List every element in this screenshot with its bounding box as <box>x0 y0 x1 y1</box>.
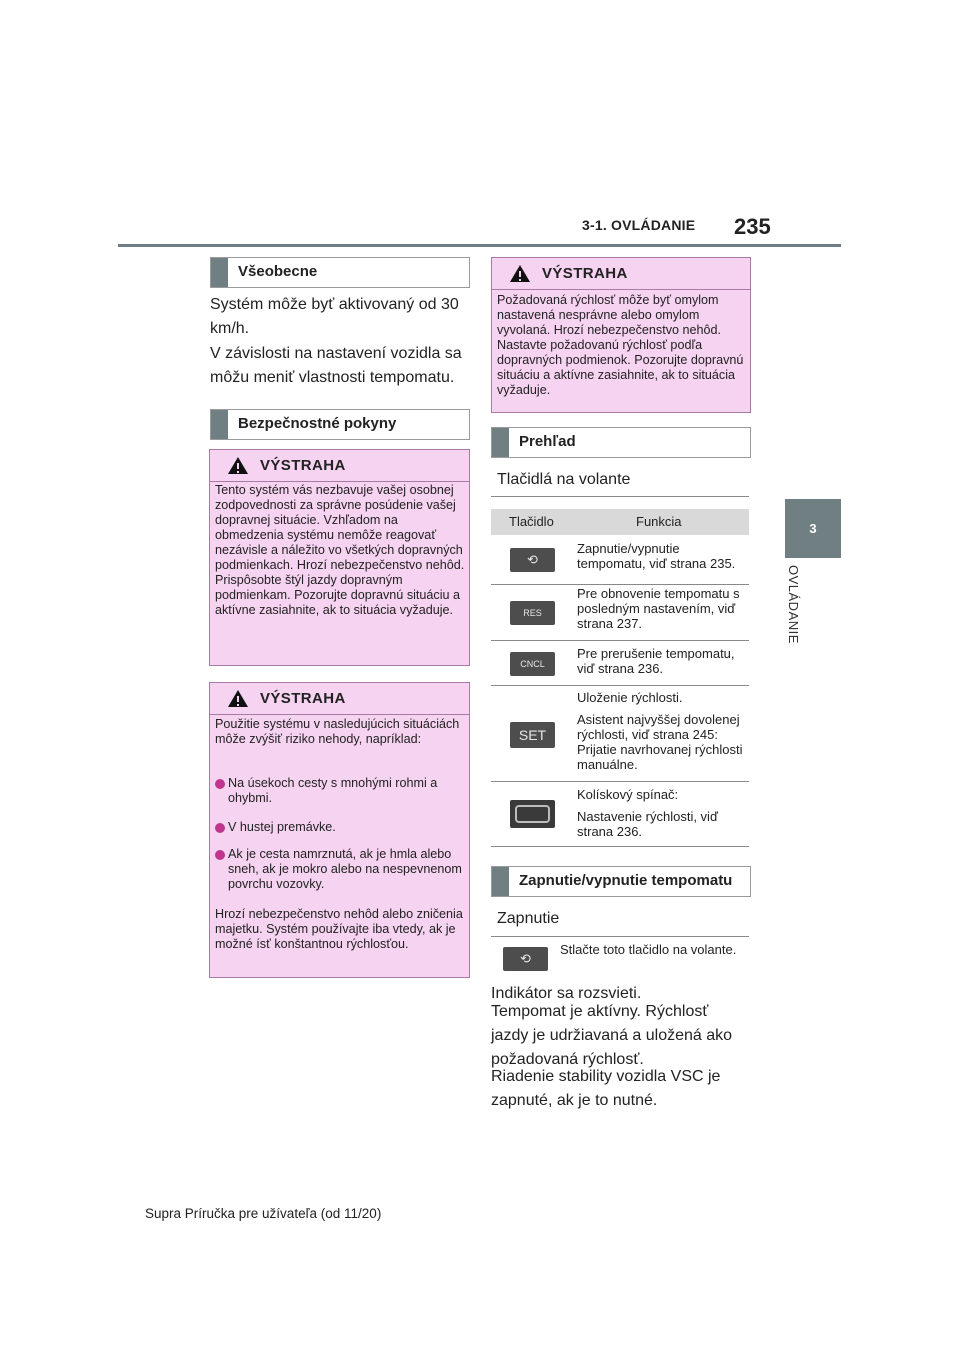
table-cell-function: Pre obnovenie tempomatu s posledným nastavením, viď strana 237. <box>577 586 740 631</box>
onoff-paragraph-3: Riadenie stability vozidla VSC je zapnuté, ak je to nutné. <box>491 1068 721 1109</box>
heading-bar <box>492 428 509 457</box>
heading-bar <box>211 258 228 287</box>
warning-body: Požadovaná rýchlosť môže byť omylom nastavená nesprávne alebo omylom vyvolaná. Hrozí nebezpečenstvo nehôd. Nastavte požadovanú rýchlosť podľa dopravných podmienok. Pozorujte dopravnú situáciu a aktívne zasiahnite, ak to situácia vyžaduje. <box>497 293 744 397</box>
set-button <box>510 722 555 748</box>
table-cell-function: Kolískový spínač: <box>577 787 679 802</box>
warning-mark <box>237 696 239 702</box>
onoff-row-text: Stlačte toto tlačidlo na volante. <box>560 942 737 957</box>
table-cell-function: Pre prerušenie tempomatu, viď strana 236. <box>577 646 735 676</box>
table-cell-function-detail: Asistent najvyššej dovolenej rýchlosti, viď strana 245: Prijatie navrhovanej rýchlosti manuálne. <box>577 712 743 772</box>
warning-mark <box>237 463 239 469</box>
warning-box-1 <box>209 449 470 666</box>
general-paragraph-1: Systém môže byť aktivovaný od 30 km/h. <box>210 296 459 337</box>
warning-mark-dot <box>237 704 239 706</box>
cruise-icon: ⟲ <box>527 552 538 567</box>
divider <box>491 496 749 497</box>
heading-general-text: Všeobecne <box>238 263 318 280</box>
rocker-switch <box>510 800 555 828</box>
heading-onoff-text: Zapnutie/vypnutie tempomatu <box>519 872 733 889</box>
onoff-paragraph-2: Tempomat je aktívny. Rýchlosť jazdy je udržiavaná a uložená ako požadovaná rýchlosť. <box>491 1003 733 1068</box>
heading-safety-text: Bezpečnostné pokyny <box>238 415 397 432</box>
heading-overview <box>491 427 751 458</box>
warning-mark <box>519 271 521 277</box>
warning-title-bar <box>210 683 469 715</box>
warning-box-3 <box>491 257 751 413</box>
warning-outro: Hrozí nebezpečenstvo nehôd alebo zničenia majetku. Systém používajte iba vtedy, ak je možné ísť konštantnou rýchlosťou. <box>215 907 463 951</box>
heading-bar <box>211 410 228 439</box>
warning-title-bar <box>492 258 750 290</box>
res-button <box>510 601 555 625</box>
bullet-text: V hustej premávke. <box>228 820 336 834</box>
bullet-dot-icon <box>215 779 225 789</box>
overview-subheading: Tlačidlá na volante <box>497 471 631 488</box>
table-row-divider <box>491 781 749 782</box>
col-button-header: Tlačidlo <box>509 514 554 529</box>
onoff-subheading: Zapnutie <box>497 910 560 927</box>
table-row-divider <box>491 685 749 686</box>
section-title: 3-1. OVLÁDANIE <box>582 217 696 233</box>
bullet-dot-icon <box>215 850 225 860</box>
page-number: 235 <box>734 214 771 239</box>
footer-text: Supra Príručka pre užívateľa (od 11/20) <box>145 1206 382 1221</box>
col-function-header: Funkcia <box>636 514 682 529</box>
cruise-icon: ⟲ <box>520 951 531 966</box>
chapter-label <box>782 565 802 665</box>
set-button-label: SET <box>518 727 547 743</box>
warning-box-2 <box>209 682 470 978</box>
table-row-divider <box>491 584 749 585</box>
warning-intro: Použitie systému v nasledujúcich situáciách môže zvýšiť riziko nehody, napríklad: <box>215 717 460 746</box>
bullet-dot-icon <box>215 823 225 833</box>
heading-general <box>210 257 470 288</box>
cncl-button <box>510 652 555 676</box>
res-button-label: RES <box>523 608 542 618</box>
warning-mark-dot <box>237 471 239 473</box>
bullet-text: Ak je cesta namrznutá, ak je hmla alebo sneh, ak je mokro alebo na nespevnenom povrchu vozovky. <box>228 847 462 891</box>
general-paragraph-2: V závislosti na nastavení vozidla sa môžu meniť vlastnosti tempomatu. <box>210 345 462 386</box>
warning-body: Tento systém vás nezbavuje vašej osobnej zodpovednosti za správne posúdenie vašej dopravnej situácie. Vzhľadom na obmedzenia systému nemôže reagovať nezávisle a náležito vo všetkých dopravných podmienkach. Hrozí nebezpečenstvo nehôd. Prispôsobte štýl jazdy dopravným podmienkam. Pozorujte dopravnú situáciu a aktívne zasiahnite, ak to situácia vyžaduje. <box>215 483 465 617</box>
divider <box>491 936 749 937</box>
warning-title: VÝSTRAHA <box>260 690 346 707</box>
warning-mark-dot <box>519 279 521 281</box>
warning-title-bar <box>210 450 469 482</box>
chapter-label-text: OVLÁDANIE <box>786 565 801 644</box>
heading-onoff <box>491 866 751 897</box>
table-row-divider <box>491 846 749 847</box>
warning-title: VÝSTRAHA <box>260 457 346 474</box>
rocker-switch-icon <box>515 805 550 823</box>
onoff-paragraph-1: Indikátor sa rozsvieti. <box>491 985 642 1002</box>
table-header <box>491 509 749 535</box>
heading-overview-text: Prehľad <box>519 433 576 450</box>
heading-bar <box>492 867 509 896</box>
table-cell-function: Uloženie rýchlosti. <box>577 690 683 705</box>
cruise-control-button <box>510 548 555 572</box>
chapter-tab: 3 <box>785 499 841 558</box>
bullet-text: Na úsekoch cesty s mnohými rohmi a ohybmi. <box>228 776 438 805</box>
table-row-divider <box>491 640 749 641</box>
table-cell-function-detail: Nastavenie rýchlosti, viď strana 236. <box>577 809 718 839</box>
warning-title: VÝSTRAHA <box>542 265 628 282</box>
cncl-button-label: CNCL <box>520 659 545 669</box>
heading-safety <box>210 409 470 440</box>
cruise-control-button <box>503 947 548 971</box>
header-rule <box>118 244 841 247</box>
table-cell-function: Zapnutie/vypnutie tempomatu, viď strana 235. <box>577 541 736 571</box>
